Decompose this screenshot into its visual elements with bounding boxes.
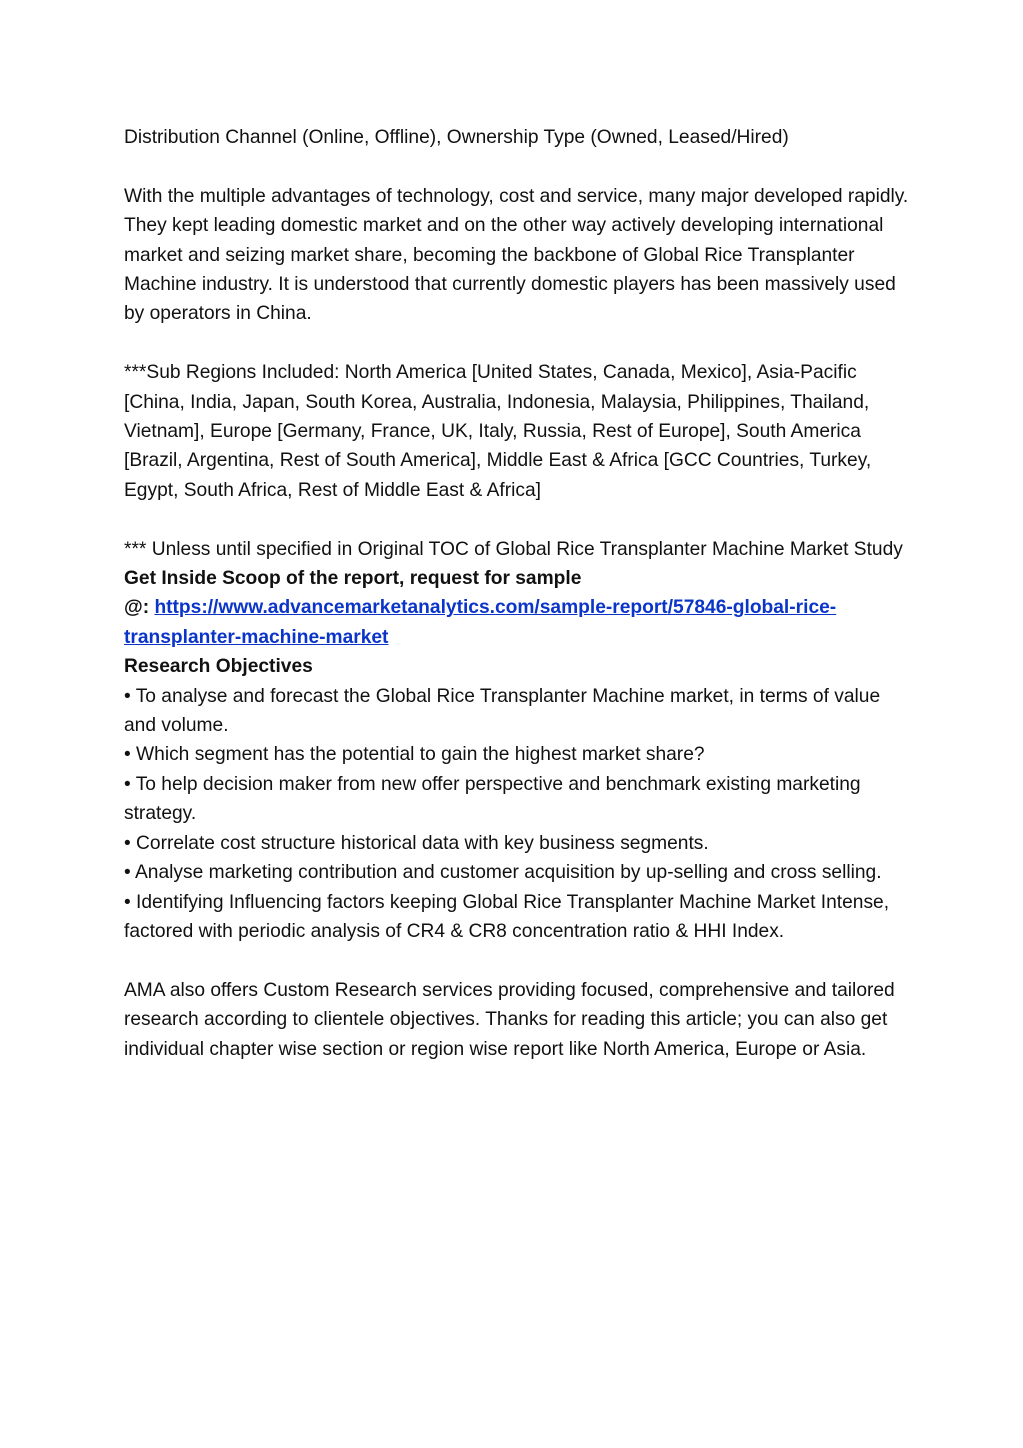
sub-regions-paragraph: ***Sub Regions Included: North America [United States, Canada, Mexico], Asia-Pacific [China, India, Japan, South Korea, Australia, Indonesia, Malaysia, Philippines, Thailand, Vietnam], Europe [Germany, France, UK, Italy, Russia, Rest of Europe], South America [Brazil, Argentina, Rest of South America], Middle East & Africa [GCC Countries, Turkey, Egypt, South Africa, Rest of Middle East & Africa] [124, 362, 872, 501]
advantages-paragraph: With the multiple advantages of technology, cost and service, many major developed rapidly. They kept leading domestic market and on the other way actively developing international market and seizing market share, becoming the backbone of Global Rice Transplanter Machine industry. It is understood that currently domestic players has been massively used by operators in China. [124, 185, 909, 325]
objective-item: • Analyse marketing contribution and customer acquisition by up-selling and cross selling. [124, 862, 882, 884]
objective-item: • To help decision maker from new offer perspective and benchmark existing marketing strategy. [124, 773, 861, 825]
objective-item: • Which segment has the potential to gain the highest market share? [124, 744, 705, 766]
distribution-channel-line: Distribution Channel (Online, Offline), Ownership Type (Owned, Leased/Hired) [124, 127, 789, 148]
objective-item: • Identifying Influencing factors keeping Global Rice Transplanter Machine Market Intense, factored with periodic analysis of CR4 & CR8 concentration ratio & HHI Index. [124, 891, 890, 942]
document-page [124, 123, 914, 1064]
sample-heading: Get Inside Scoop of the report, request for sample [124, 568, 582, 590]
sample-link-prefix: @: [124, 597, 155, 619]
spacer [124, 152, 914, 181]
objective-item: • To analyse and forecast the Global Rice Transplanter Machine market, in terms of value and volume. [124, 685, 881, 737]
sample-report-link[interactable]: https://www.advancemarketanalytics.com/sample-report/57846-global-rice-transplanter-machine-market [124, 597, 837, 648]
toc-note: *** Unless until specified in Original TOC of Global Rice Transplanter Machine Market Study [124, 538, 903, 560]
spacer [124, 505, 914, 534]
sample-link-line [124, 593, 914, 652]
spacer [124, 329, 914, 358]
objectives-heading: Research Objectives [124, 656, 313, 678]
objective-item: • Correlate cost structure historical data with key business segments. [124, 832, 709, 854]
closing-paragraph: AMA also offers Custom Research services providing focused, comprehensive and tailored research according to clientele objectives. Thanks for reading this article; you can also get individual chapter wise section or region wise report like North America, Europe or Asia. [124, 979, 895, 1060]
spacer [124, 946, 914, 975]
